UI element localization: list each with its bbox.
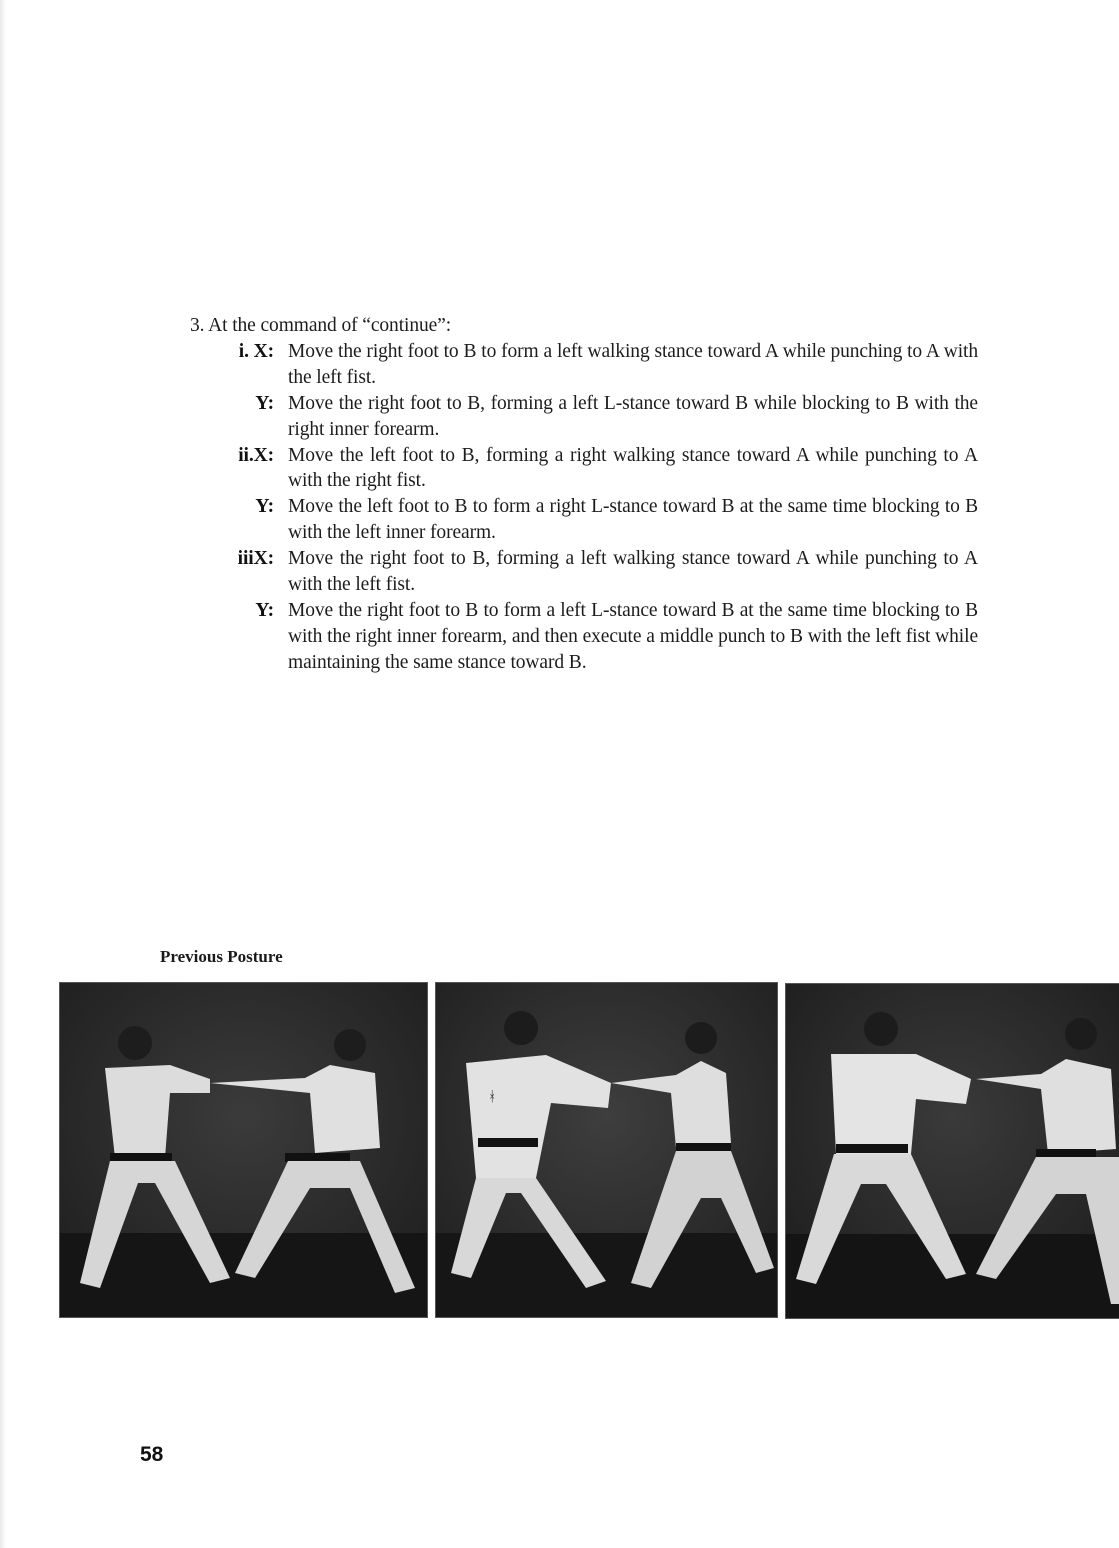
step-text: Move the left foot to B, forming a right walking stance toward A while punching to A with the right fist. [288, 444, 978, 492]
step-text: Move the right foot to B, forming a left walking stance toward A while punching to A with the left fist. [288, 548, 978, 596]
step-text: Move the left foot to B to form a right L-stance toward B at the same time blocking to B with the left inner forearm. [288, 496, 978, 544]
page-edge-shadow [0, 0, 6, 1548]
martial-arts-photo-2 [436, 983, 777, 1317]
step-item [190, 494, 990, 546]
step-label: iiiX: [237, 548, 274, 570]
step-label: Y: [255, 496, 274, 518]
step-label: ii.X: [238, 444, 274, 466]
section-heading: 3. At the command of “continue”: [190, 315, 452, 336]
step-label: i. X: [238, 340, 274, 362]
photo-step-3 [785, 983, 1119, 1319]
photo-caption: Previous Posture [160, 947, 283, 966]
page-number: 58 [140, 1443, 164, 1466]
step-item [190, 546, 990, 598]
photo-previous-posture [60, 983, 427, 1317]
step-item [190, 339, 990, 391]
step-text: Move the right foot to B to form a left walking stance toward A while punching to A with the left fist. [288, 340, 978, 388]
martial-arts-photo-1 [60, 983, 427, 1317]
martial-arts-photo-3 [786, 984, 1119, 1318]
step-item [190, 443, 990, 495]
step-label: Y: [255, 599, 274, 621]
step-item [190, 598, 990, 676]
step-item [190, 391, 990, 443]
dobok-lettering: ᚼ [488, 1090, 497, 1105]
step-text: Move the right foot to B, forming a left L-stance toward B while blocking to B with the right inner forearm. [288, 392, 978, 440]
step-text: Move the right foot to B to form a left L-stance toward B at the same time blocking to B with the right inner forearm, and then execute a middle punch to B with the left fist while maintaining the same stance toward B. [288, 599, 978, 673]
photo-step-2 [436, 983, 777, 1317]
instruction-block [190, 313, 990, 676]
step-label: Y: [255, 392, 274, 414]
